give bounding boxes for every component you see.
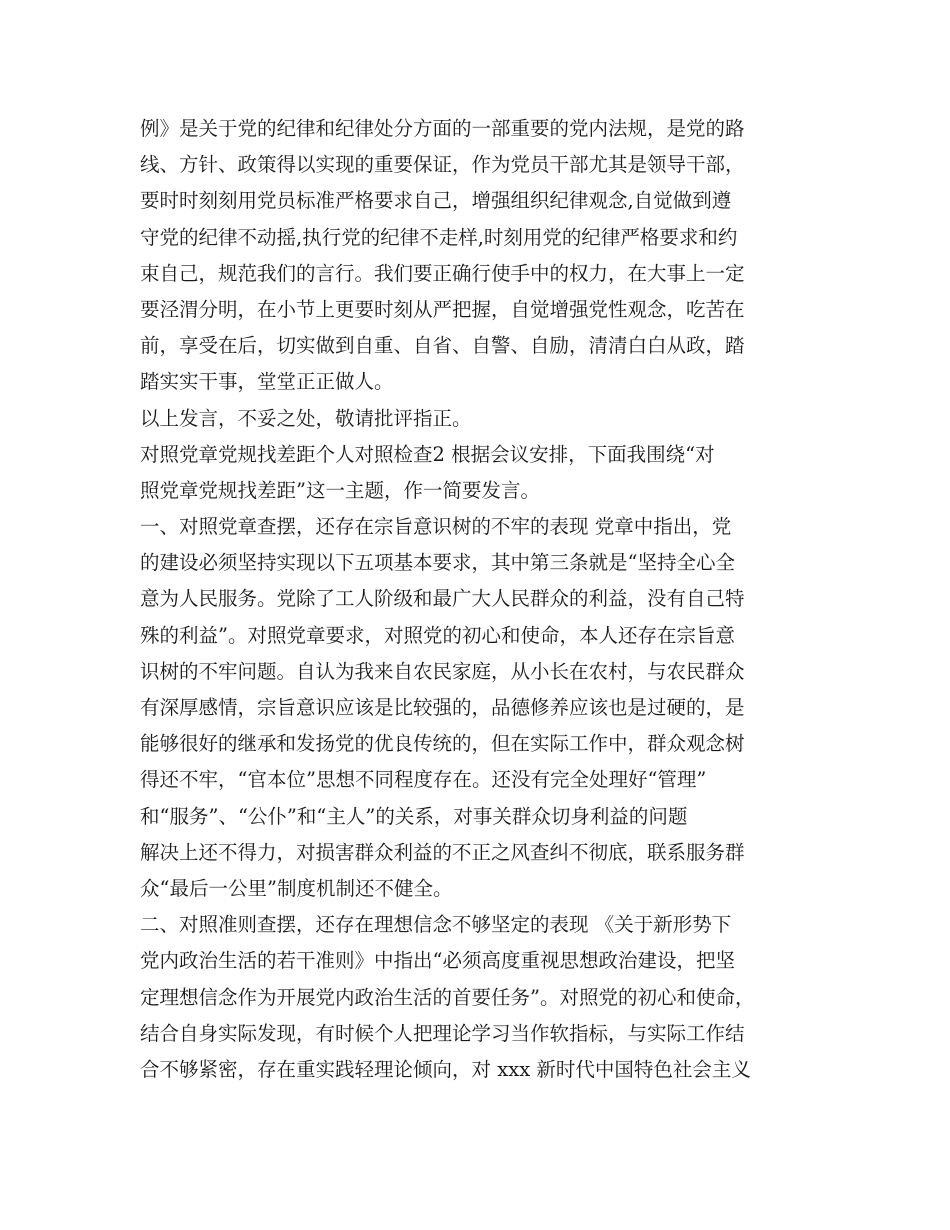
- text-line: 众“最后一公里”制度机制还不健全。: [140, 876, 453, 900]
- text-line: 对照党章党规找差距个人对照检查2 根据会议安排，下面我围绕“对: [140, 442, 715, 466]
- text-line: 要时时刻刻用党员标准严格要求自己，增强组织纪律观念,自觉做到遵: [140, 189, 732, 213]
- text-line: 殊的利益”。对照党章要求，对照党的初心和使命，本人还存在宗旨意: [140, 623, 735, 647]
- text-line: 一、对照党章查摆，还存在宗旨意识树的不牢的表现 党章中指出，党: [140, 515, 732, 539]
- text-line: 有深厚感情，宗旨意识应该是比较强的，品德修养应该也是过硬的，是: [140, 696, 745, 719]
- text-line: 结合自身实际发现，有时候个人把理论学习当作软指标，与实际工作结: [140, 1021, 745, 1045]
- text-line: 得还不牢，“官本位”思想不同程度存在。还没有完全处理好“管理”: [140, 768, 707, 792]
- text-line: 识树的不牢问题。自认为我来自农民家庭，从小长在农村，与农民群众: [140, 659, 745, 683]
- text-line: 的建设必须坚持实现以下五项基本要求，其中第三条就是“坚持全心全: [140, 551, 735, 575]
- text-line: 解决上还不得力，对损害群众利益的不正之风查纠不彻底，联系服务群: [140, 840, 745, 864]
- text-line: 线、方针、政策得以实现的重要保证，作为党员干部尤其是领导干部，: [140, 153, 745, 177]
- text-line: 二、对照准则查摆，还存在理想信念不够坚定的表现 《关于新形势下: [140, 913, 732, 937]
- text-line: 和“服务”、“公仆”和“主人”的关系，对事关群众切身利益的问题: [140, 804, 688, 828]
- text-line: 踏实实干事，堂堂正正做人。: [140, 370, 394, 394]
- text-line: 意为人民服务。党除了工人阶级和最广大人民群众的利益，没有自己特: [140, 587, 745, 611]
- text-line: 束自己，规范我们的言行。我们要正确行使手中的权力，在大事上一定: [140, 261, 745, 285]
- text-line: 合不够紧密，存在重实践轻理论倾向，对 xxx 新时代中国特色社会主义: [140, 1057, 751, 1081]
- text-line: 党内政治生活的若干准则》中指出“必须高度重视思想政治建设，把坚: [140, 949, 735, 973]
- text-line: 例》是关于党的纪律和纪律处分方面的一部重要的党内法规，是党的路: [140, 117, 745, 140]
- body-text: [140, 111, 830, 1088]
- text-line: 以上发言，不妥之处，敬请批评指正。: [140, 406, 472, 430]
- text-line: 守党的纪律不动摇,执行党的纪律不走样,时刻用党的纪律严格要求和约: [140, 225, 738, 249]
- text-line: 要泾渭分明，在小节上更要时刻从严把握，自觉增强党性观念，吃苦在: [140, 297, 745, 321]
- text-line: 前，享受在后，切实做到自重、自省、自警、自励，清清白白从政，踏: [140, 334, 745, 358]
- text-line: 能够很好的继承和发扬党的优良传统的，但在实际工作中，群众观念树: [140, 732, 745, 756]
- text-line: 照党章党规找差距”这一主题，作一简要发言。: [140, 478, 540, 502]
- text-line: 定理想信念作为开展党内政治生活的首要任务”。对照党的初心和使命，: [140, 985, 755, 1009]
